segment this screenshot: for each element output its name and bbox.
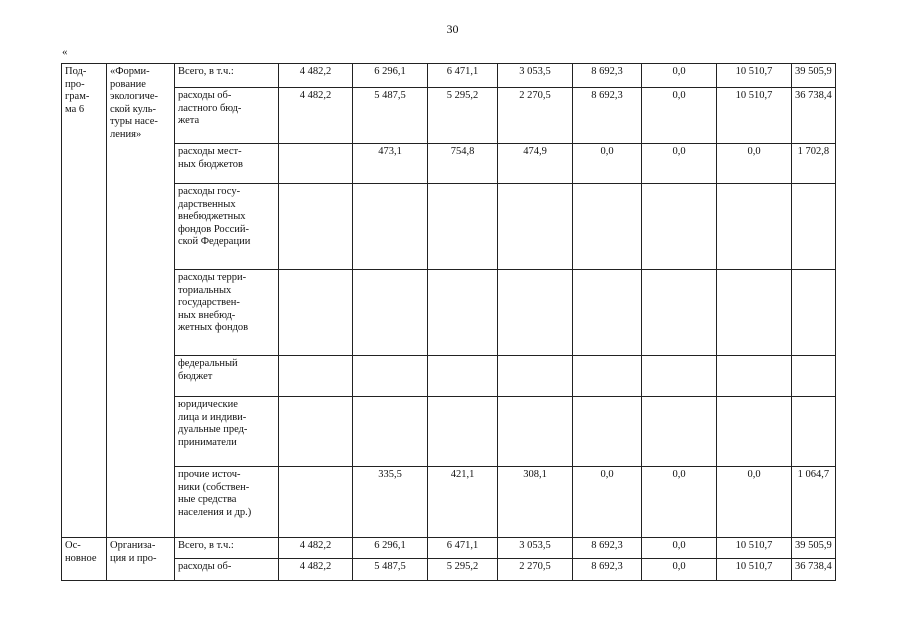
amount-cell: 4 482,2 (279, 559, 353, 581)
amount-cell: 0,0 (573, 144, 642, 184)
funding-source-label (175, 356, 279, 397)
amount-cell: 10 510,7 (717, 559, 792, 581)
amount-cell (279, 270, 353, 356)
amount-cell: 10 510,7 (717, 88, 792, 144)
amount-cell: 36 738,4 (792, 559, 836, 581)
amount-cell: 39 505,9 (792, 64, 836, 88)
amount-cell: 1 064,7 (792, 467, 836, 538)
amount-cell (642, 270, 717, 356)
amount-cell (353, 184, 428, 270)
amount-cell (573, 397, 642, 467)
amount-cell: 473,1 (353, 144, 428, 184)
amount-cell: 1 702,8 (792, 144, 836, 184)
amount-cell (353, 397, 428, 467)
main-activity-section-cell: Ос- новное (62, 538, 107, 581)
amount-cell (498, 184, 573, 270)
amount-cell: 6 471,1 (428, 64, 498, 88)
amount-cell: 0,0 (717, 144, 792, 184)
page-number: 30 (446, 22, 459, 36)
amount-cell (279, 144, 353, 184)
amount-cell: 10 510,7 (717, 64, 792, 88)
amount-cell (498, 270, 573, 356)
main-activity-row (62, 559, 836, 581)
amount-cell: 5 295,2 (428, 559, 498, 581)
amount-cell: 3 053,5 (498, 64, 573, 88)
amount-cell (573, 184, 642, 270)
amount-cell: 2 270,5 (498, 88, 573, 144)
amount-cell (428, 184, 498, 270)
amount-cell (279, 467, 353, 538)
amount-cell: 39 505,9 (792, 538, 836, 559)
amount-cell: 0,0 (573, 467, 642, 538)
amount-cell: 6 471,1 (428, 538, 498, 559)
amount-cell (792, 184, 836, 270)
subprogram-6-row (62, 467, 836, 538)
amount-cell (353, 270, 428, 356)
amount-cell: 4 482,2 (279, 88, 353, 144)
subprogram-6-name-cell: «Форми- рование экологиче- ской куль- туры насе- ления» (107, 64, 175, 538)
amount-cell: 0,0 (642, 467, 717, 538)
amount-cell: 335,5 (353, 467, 428, 538)
funding-source-label (175, 88, 279, 144)
amount-cell (792, 397, 836, 467)
amount-cell (792, 270, 836, 356)
amount-cell: 5 487,5 (353, 559, 428, 581)
funding-source-label (175, 64, 279, 88)
amount-cell (642, 397, 717, 467)
funding-source-text: федеральный бюджет (178, 358, 238, 382)
amount-cell (717, 184, 792, 270)
funding-source-label (175, 144, 279, 184)
amount-cell: 474,9 (498, 144, 573, 184)
amount-cell: 421,1 (428, 467, 498, 538)
amount-cell: 2 270,5 (498, 559, 573, 581)
funding-source-label (175, 270, 279, 356)
amount-cell (428, 397, 498, 467)
amount-cell: 8 692,3 (573, 64, 642, 88)
funding-source-text: расходы госу- дарственных внебюджетных фондов Россий- ской Федерации (178, 186, 251, 248)
amount-cell: 8 692,3 (573, 538, 642, 559)
amount-cell: 0,0 (642, 559, 717, 581)
main-activity-name-cell: Организа- ция и про- (107, 538, 175, 581)
amount-cell: 5 487,5 (353, 88, 428, 144)
amount-cell: 0,0 (642, 538, 717, 559)
amount-cell: 36 738,4 (792, 88, 836, 144)
amount-cell: 754,8 (428, 144, 498, 184)
funding-source-text: прочие источ- ники (собствен- ные средства населения и др.) (178, 469, 252, 518)
amount-cell (498, 356, 573, 397)
subprogram-6-row (62, 397, 836, 467)
amount-cell (428, 270, 498, 356)
amount-cell (498, 397, 573, 467)
amount-cell: 8 692,3 (573, 88, 642, 144)
amount-cell (717, 356, 792, 397)
funding-source-text: расходы мест- ных бюджетов (178, 146, 243, 170)
funding-source-text: Всего, в т.ч.: (178, 66, 234, 77)
amount-cell: 8 692,3 (573, 559, 642, 581)
subprogram-6-section-cell: Под- про- грам- ма 6 (62, 64, 107, 538)
funding-source-label (175, 397, 279, 467)
amount-cell (717, 270, 792, 356)
amount-cell: 6 296,1 (353, 64, 428, 88)
main-activity-row (62, 538, 836, 559)
financing-table (61, 63, 836, 581)
funding-source-text: расходы терри- ториальных государствен- ных внебюд- жетных фондов (178, 272, 249, 334)
funding-source-text: расходы об- ластного бюд- жета (178, 90, 242, 127)
subprogram-6-row (62, 144, 836, 184)
amount-cell: 0,0 (642, 64, 717, 88)
amount-cell: 5 295,2 (428, 88, 498, 144)
amount-cell (573, 356, 642, 397)
opening-quote-mark: « (62, 46, 68, 58)
funding-source-label (175, 538, 279, 559)
funding-source-label (175, 559, 279, 581)
amount-cell (353, 356, 428, 397)
amount-cell (642, 356, 717, 397)
amount-cell: 0,0 (642, 88, 717, 144)
subprogram-6-row (62, 270, 836, 356)
amount-cell: 0,0 (717, 467, 792, 538)
amount-cell (279, 356, 353, 397)
amount-cell (573, 270, 642, 356)
amount-cell (279, 397, 353, 467)
funding-source-text: Всего, в т.ч.: (178, 540, 234, 551)
amount-cell (279, 184, 353, 270)
amount-cell (642, 184, 717, 270)
amount-cell (428, 356, 498, 397)
funding-source-text: расходы об- (178, 561, 232, 572)
amount-cell: 4 482,2 (279, 64, 353, 88)
amount-cell: 3 053,5 (498, 538, 573, 559)
amount-cell: 6 296,1 (353, 538, 428, 559)
funding-source-text: юридические лица и индиви- дуальные пред- приниматели (178, 399, 248, 448)
amount-cell (792, 356, 836, 397)
funding-source-label (175, 467, 279, 538)
subprogram-6-row (62, 64, 836, 88)
amount-cell: 308,1 (498, 467, 573, 538)
subprogram-6-row (62, 356, 836, 397)
amount-cell: 10 510,7 (717, 538, 792, 559)
subprogram-6-row (62, 88, 836, 144)
funding-source-label (175, 184, 279, 270)
amount-cell: 4 482,2 (279, 538, 353, 559)
subprogram-6-row (62, 184, 836, 270)
amount-cell (717, 397, 792, 467)
amount-cell: 0,0 (642, 144, 717, 184)
